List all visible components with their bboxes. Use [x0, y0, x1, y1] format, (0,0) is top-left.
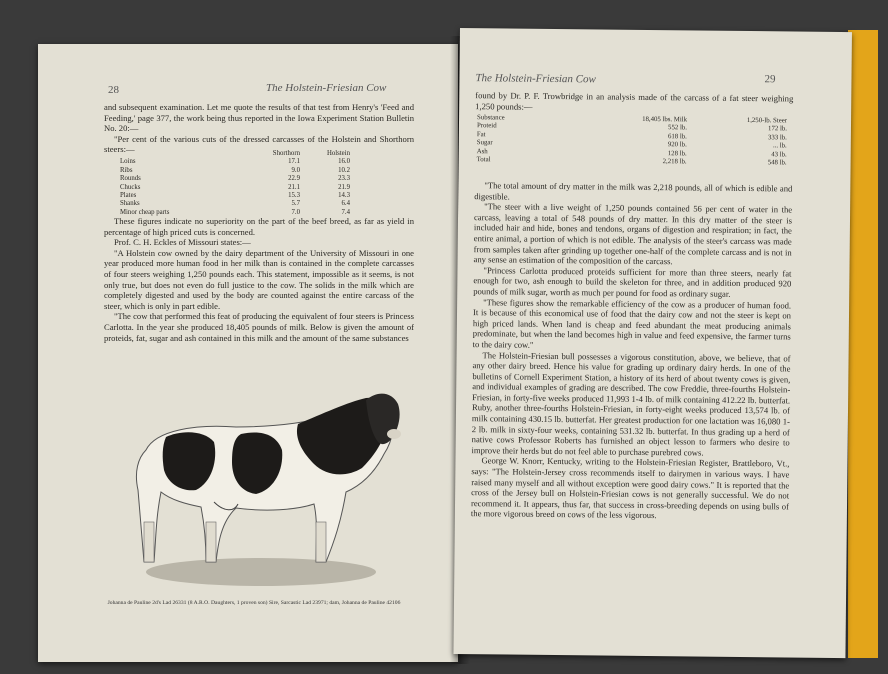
table-header	[120, 150, 350, 158]
bull-illustration	[126, 372, 406, 592]
left-text-top	[104, 102, 414, 155]
composition-table	[477, 114, 788, 168]
table-cell: 920 lb.	[667, 141, 687, 149]
left-page	[38, 44, 458, 662]
paragraph: Prof. C. H. Eckles of Missouri states:—	[114, 237, 251, 248]
table-row	[120, 167, 350, 175]
table-cell: 6.4	[341, 200, 350, 208]
table-cell	[120, 150, 240, 158]
table-cell: Sugar	[476, 139, 493, 147]
running-head: The Holstein-Friesian Cow	[475, 72, 596, 86]
table-cell: Proteid	[476, 122, 497, 130]
paragraph: "The steer with a live weight of 1,250 pounds contained 56 per cent of water in the carcass, leaving a total of 548 pounds of dry matter. In this dry matter of the steer is included hair and hide, bones and tendons, organs of digestion and respiration; in fact, the entire animal, a portion of which is not edible. The analysis of the steer's carcass was made from samples taken after grinding up together one-half of the complete carcass and is not in any sense an estimation of the composition of the carcass.	[473, 201, 793, 267]
table-cell: 172 lb.	[768, 125, 787, 133]
table-cell: 43 lb.	[771, 150, 787, 159]
table-cell: Plates	[120, 192, 137, 200]
table-row	[120, 184, 350, 192]
table-row	[120, 175, 350, 183]
table-cell: Loins	[120, 158, 136, 166]
table-cell: Ribs	[120, 166, 133, 174]
table-cell: 128 lb.	[667, 149, 687, 158]
table-cell: 18,405 lbs. Milk	[642, 115, 688, 124]
table-cell: 17.1	[288, 158, 300, 166]
table-cell: 552 lb.	[668, 124, 687, 132]
cuts-table	[120, 150, 350, 217]
right-text-top	[475, 90, 793, 115]
table-cell: 618 lb.	[667, 132, 687, 141]
table-cell: Minor cheap parts	[120, 208, 170, 216]
figure-caption: Johanna de Pauline 2d's Lad 26331 (8 A.R.O. Daughters, 1 proven son) Sire, Sarcastic Lad 23971; dam, Johanna de Pauline 42106	[107, 600, 401, 606]
table-cell: 16.0	[338, 158, 350, 166]
table-cell: 9.0	[291, 166, 300, 174]
table-cell: 21.9	[338, 183, 350, 191]
left-text-mid	[104, 216, 414, 343]
right-text-body	[471, 180, 793, 522]
table-cell: 1,250-lb. Steer	[746, 117, 788, 125]
table-cell: 548 lb.	[767, 159, 787, 167]
table-row	[120, 192, 350, 200]
table-cell: 2,218 lb.	[662, 158, 687, 166]
table-row	[120, 200, 350, 208]
table-cell: Rounds	[120, 175, 141, 183]
table-cell: ... lb.	[772, 142, 787, 150]
table-cell: 22.9	[288, 175, 300, 183]
paragraph: "The cow that performed this feat of producing the equivalent of four steers is Princess Carlotta. In the year she produced 18,405 pounds of milk. Below is given the amount of proteids, fat, sugar and ash contained in this milk and the amount of the same substances	[104, 311, 414, 343]
paragraph: "The total amount of dry matter in the milk was 2,218 pounds, all of which is edible and digestible.	[474, 180, 793, 202]
table-cell: 15.3	[288, 192, 300, 200]
table-cell: 21.1	[288, 183, 300, 191]
table-cell: 5.7	[291, 200, 300, 208]
table-cell: Shanks	[120, 200, 140, 208]
table-cell: Holstein	[326, 150, 350, 157]
paragraph: "Per cent of the various cuts of the dressed carcasses of the Holstein and Shorthorn steers:—	[104, 133, 414, 155]
table-cell: Total	[476, 156, 491, 164]
paragraph: These figures indicate no superiority on the part of the beef breed, as far as yield in percentage of high priced cuts is concerned.	[104, 216, 414, 237]
page-number: 29	[764, 73, 776, 86]
paragraph: George W. Knorr, Kentucky, writing to the Holstein-Friesian Register, Brattleboro, Vt., says: "The Holstein-Jersey cross recommends itself to dairymen in various ways. I have raised many myself and all without exception were good dairy cows." It is reported that the cross of the Jersey bull on Holstein-Friesian cows is not generally successful. We do not recommend it. It appears, thus far, that success in cross-breeding depends on using bulls of the more vigorous breed on cows of the less vigorous.	[470, 455, 790, 521]
paragraph: and subsequent examination. Let me quote the results of that test from Henry's 'Feed and Feeding,' page 377, the work being thus reported in the Iowa Experiment Station Bulletin No. 20:—	[104, 102, 414, 134]
page-number: 28	[108, 84, 119, 96]
table-cell: 7.0	[291, 208, 300, 216]
paragraph: "Princess Carlotta produced proteids sufficient for more than three steers, nearly fat enough for two, ash enough to build the skeleton for three, and in addition produced 920 pounds of milk sugar, worth as much per pound for food as ordinary sugar.	[473, 265, 792, 299]
table-cell: Chucks	[120, 183, 141, 191]
table-cell: 14.3	[338, 192, 350, 200]
table-cell: Shorthorn	[272, 150, 300, 157]
table-row	[120, 158, 350, 166]
table-cell: Substance	[477, 114, 505, 122]
table-cell: Fat	[476, 130, 486, 139]
table-cell: 23.3	[338, 175, 350, 183]
running-head: The Holstein-Friesian Cow	[266, 82, 387, 94]
paragraph: "A Holstein cow owned by the dairy department of the University of Missouri in one year produced more human food in her milk than is contained in the complete carcasses of four steers weighing 1,250 pounds each. This statement, impossible as it seems, is not only true, but does not even do full justice to the cow. The solids in the milk which are completely digested and used by the body are counted against the entire carcass of the steer, which is only in part edible.	[104, 247, 414, 311]
right-page	[453, 28, 852, 658]
table-cell: 10.2	[338, 166, 350, 174]
table-cell: 7.4	[341, 208, 350, 216]
paragraph: The Holstein-Friesian bull possesses a vigorous constitution, above, we believe, that of any other dairy breed. Hence his value for grading up ordinary dairy herds. In one of the bulletins of Cornell Experiment Station, a history of its herd of about twenty cows is given, and individual examples of grading are described. The cow Freddie, three-fourths Holstein-Friesian, in forty-five weeks produced 11,993 1-4 lb. of milk containing 412.22 lb. butterfat. Ruby, another three-fourths Holstein-Friesian, in forty-eight weeks produced 13,574 lb. of milk containing 430.15 lb. butterfat. Her greatest production for one lactation was 16,080 1-2 lb. milk in sixty-four weeks, containing 531.32 lb. butterfat. In thus grading up a herd of native cows Professor Roberts has furnished an object lesson to farmers who desire to improve their herds but do not feel able to purchase purebred cows.	[471, 349, 791, 458]
book-edge	[848, 30, 878, 658]
paragraph: "These figures show the remarkable efficiency of the cow as a producer of human food. It is because of this economical use of food that the dairy cow and not the steer is kept on high priced lands. When land is cheap and feed abundant the meat producing animals predominate, but when the land becomes high in value and feed expensive, the farmer turns to the dairy cow."	[472, 296, 792, 350]
table-cell: Ash	[476, 147, 488, 155]
table-cell: 333 lb.	[767, 134, 787, 142]
paragraph: found by Dr. P. F. Trowbridge in an analysis made of the carcass of a fat steer weighing 1,250 pounds:—	[475, 90, 794, 112]
